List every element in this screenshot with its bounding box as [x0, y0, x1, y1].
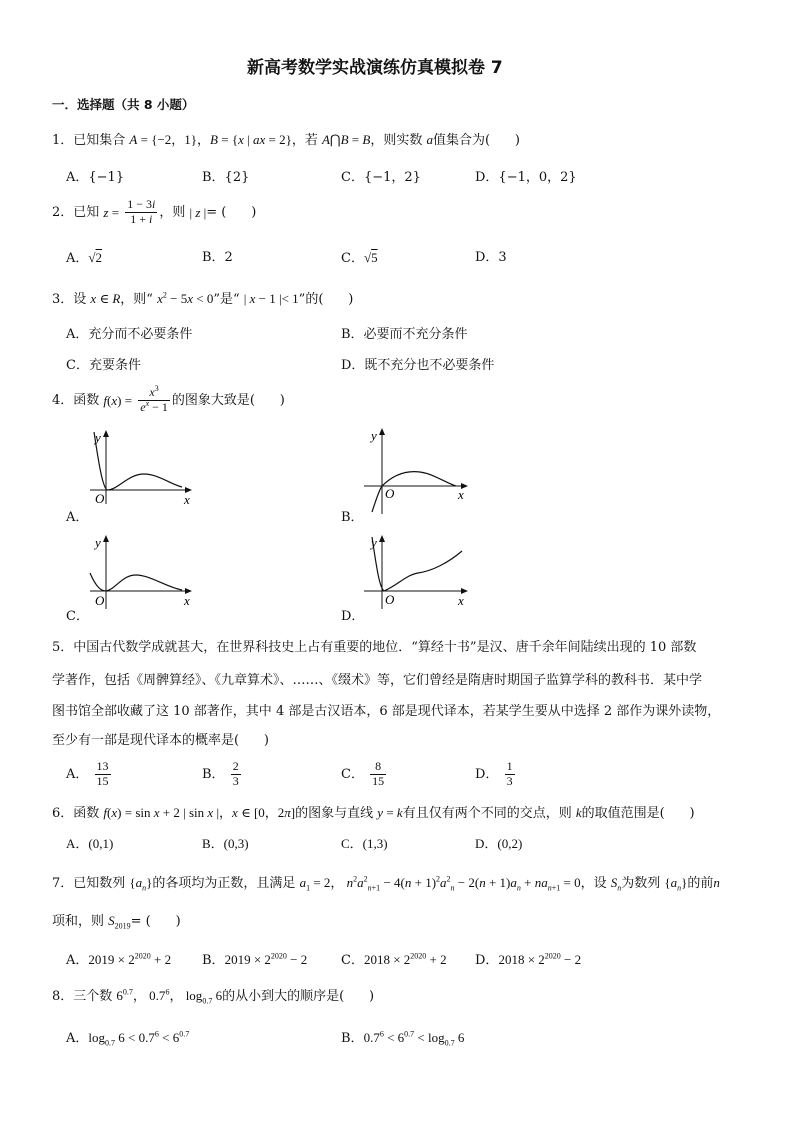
question-6-option-d: D．(0,2): [475, 836, 523, 851]
graph-b-origin-label: O: [385, 486, 395, 501]
graph-c-y-label: y: [95, 535, 101, 550]
graph-a-origin-label: O: [95, 491, 105, 506]
question-2-stem: 2．已知 z = $\frac{1 - 3i}{1 + i}$ ，则 | z |= ( ): [52, 197, 257, 226]
graph-d-x-label: x: [458, 593, 464, 608]
question-3-option-d: D．既不充分也不必要条件: [341, 358, 495, 373]
question-8-stem: 8．三个数 $6^{0.7}$， $0.7^6$， $\log_{0.7} 6$的从小到大的顺序是( ): [52, 987, 375, 1006]
question-6-option-a: A．(0,1): [66, 836, 114, 851]
question-3-option-a: A．充分而不必要条件: [66, 327, 193, 342]
graph-b-y-label: y: [371, 428, 377, 443]
graph-a-y-label: y: [95, 430, 101, 445]
question-5-option-b: B． $\frac{2}{3}$: [202, 759, 239, 788]
page-title: 新高考数学实战演练仿真模拟卷 7: [247, 58, 503, 78]
question-1-option-b: B．{2}: [202, 170, 250, 185]
question-5-line-2: 学著作，包括《周髀算经》、《九章算术》、……、《缀术》等，它们曾经是隋唐时期国子监算学科的教科书．某中学: [52, 673, 703, 688]
graph-b-y-arrow: [379, 428, 385, 435]
graph-d-y-arrow: [379, 535, 385, 542]
question-5-option-d: D． $\frac{1}{3}$: [475, 759, 513, 788]
graph-a-curve: [94, 432, 182, 490]
question-2-option-b: B．2: [202, 250, 233, 265]
question-5-option-a: A． $\frac{13}{15}$: [66, 759, 109, 788]
question-3-option-b: B．必要而不充分条件: [341, 327, 468, 342]
question-5-line-3: 图书馆全部收藏了这 10 部著作，其中 4 部是古汉语本，6 部是现代译本，若某学生要从中选择 2 部作为课外读物，: [52, 704, 721, 719]
question-8-option-a: A．$\log_{0.7} 6 < 0.7^6 < 6^{0.7}$: [66, 1029, 190, 1048]
question-1-option-a: A．{−1}: [66, 170, 125, 185]
section-heading: 一．选择题（共 8 小题）: [52, 97, 195, 112]
question-3-stem: 3．设 x ∈ R，则“ $x^2 - 5x < 0$”是“ | x − 1 |< 1”的( ): [52, 290, 354, 307]
question-7-option-b: B．$2019 \times 2^{2020} - 2$: [202, 951, 308, 968]
question-5-option-c: C． $\frac{8}{15}$: [341, 759, 385, 788]
question-7-stem-line-2: 项和，则 $S_{2019}=$ ( ): [52, 913, 181, 931]
question-1-stem: 1．已知集合 A = {−2，1}，B = {x | ax = 2}，若 A⋂B = B，则实数 a值集合为( ): [52, 132, 520, 148]
question-4-option-c: C．: [66, 609, 89, 624]
graph-a: [86, 428, 196, 508]
graph-c-origin-label: O: [95, 593, 105, 608]
question-1-option-d: D．{−1，0，2}: [475, 170, 577, 185]
question-6-option-b: B．(0,3): [202, 836, 249, 851]
question-2-option-d: D．3: [475, 250, 507, 265]
graph-d-y-label: y: [371, 535, 377, 550]
question-4-stem: 4．函数 f(x) = $\frac{x^3}{e^x - 1}$ 的图象大致是( ): [52, 384, 285, 414]
question-7-option-d: D．$2018 \times 2^{2020} - 2$: [475, 951, 582, 968]
question-2-option-c: C．√5: [341, 250, 378, 266]
question-3-option-c: C．充要条件: [66, 358, 141, 373]
question-5-line-1: 5．中国古代数学成就甚大，在世界科技史上占有重要的地位．“算经十书”是汉、唐千余年间陆续出现的 10 部数: [52, 640, 697, 655]
question-7-option-c: C．$2018 \times 2^{2020} + 2$: [341, 951, 447, 968]
question-5-line-4: 至少有一部是现代译本的概率是( ): [52, 733, 269, 748]
question-4-option-a: A．: [66, 510, 89, 525]
question-1-option-c: C．{−1，2}: [341, 170, 421, 185]
question-4-option-d: D．: [341, 609, 365, 624]
graph-d-origin-label: O: [385, 592, 395, 607]
question-6-stem: 6．函数 f(x) = sin x + 2 | sin x |，x ∈ [0，2π]的图象与直线 y = k有且仅有两个不同的交点，则 k的取值范围是( ): [52, 805, 695, 821]
graph-d: [362, 533, 474, 613]
graph-c-y-arrow: [103, 535, 109, 542]
graph-c-x-label: x: [184, 593, 190, 608]
graph-b: [362, 426, 474, 516]
graph-b-x-label: x: [458, 487, 464, 502]
graph-c-curve: [90, 573, 182, 591]
question-8-option-b: B．$0.7^6 < 6^{0.7} < \log_{0.7} 6$: [341, 1029, 465, 1048]
question-6-option-c: C．(1,3): [341, 836, 388, 851]
question-4-option-b: B．: [341, 510, 364, 525]
question-7-option-a: A．$2019 \times 2^{2020} + 2$: [66, 951, 172, 968]
graph-c: [86, 533, 196, 613]
question-7-stem-line-1: 7．已知数列 $\{a_n\}$的各项均为正数，且满足 $a_1 = 2$， $n^2a^2_{n+1} - 4(n + 1)^2a^2_n - 2(n + 1)a_n + na_{n+1} = 0$，设 $S_n$为数列 $\{a_n\}$的前n: [52, 874, 720, 893]
question-2-option-a: A．√2: [66, 250, 103, 266]
graph-d-curve: [372, 537, 462, 591]
graph-a-x-label: x: [184, 492, 190, 507]
graph-a-y-arrow: [103, 430, 109, 437]
